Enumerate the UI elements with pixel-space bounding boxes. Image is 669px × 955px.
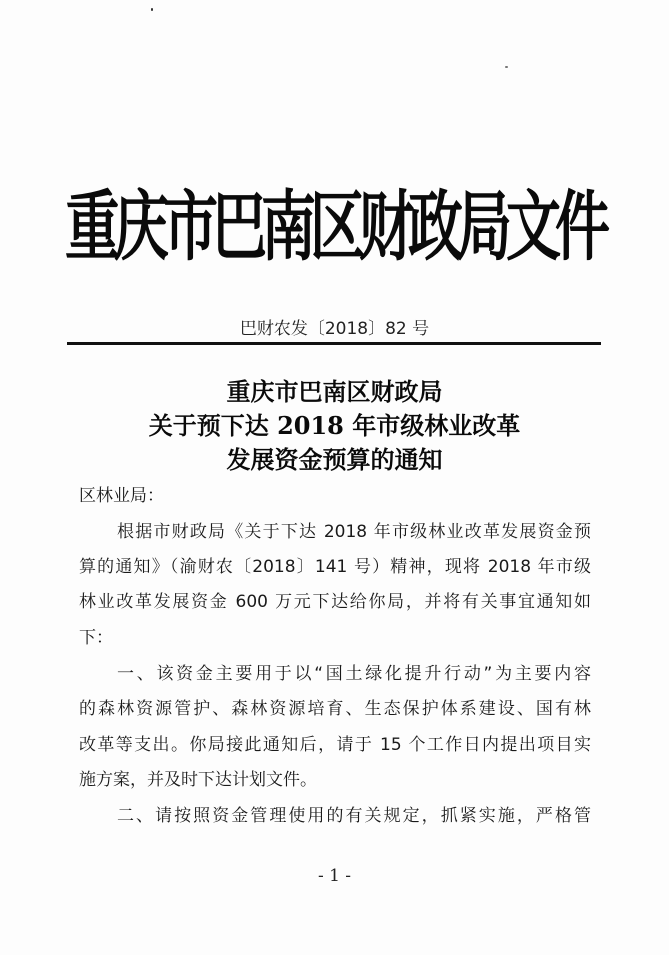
body-line: 根据市财政局《关于下达 2018 年市级林业改革发展资金预 [117, 522, 591, 542]
notice-title-line-2: 关于预下达 2018 年市级林业改革 [148, 411, 521, 440]
document-number: 巴财农发〔2018〕82 号 [239, 319, 430, 339]
notice-title-line-1: 重庆市巴南区财政局 [226, 377, 443, 406]
body-line: 的森林资源管护、森林资源培育、生态保护体系建设、国有林 [79, 699, 591, 719]
body-line: 二、请按照资金管理使用的有关规定，抓紧实施，严格管 [117, 806, 591, 826]
scan-speck [505, 66, 508, 68]
body-line: 算的通知》（渝财农〔2018〕141 号）精神，现将 2018 年市级 [79, 557, 591, 577]
body-line: 一、该资金主要用于以“国土绿化提升行动”为主要内容 [117, 664, 591, 684]
body-line: 施方案，并及时下达计划文件。 [79, 770, 317, 790]
header-divider-line [67, 342, 601, 345]
body-line: 改革等支出。你局接此通知后，请于 15 个工作日内提出项目实 [79, 735, 591, 755]
page-number: - 1 - [317, 866, 352, 886]
scan-speck [151, 8, 153, 11]
addressee: 区林业局： [79, 486, 164, 506]
body-line: 林业改革发展资金 600 万元下达给你局，并将有关事宜通知如 [79, 592, 591, 612]
body-line: 下： [79, 628, 113, 648]
notice-title-line-3: 发展资金预算的通知 [226, 445, 443, 474]
issuer-header-title: 重庆市巴南区财政局文件 [64, 182, 604, 272]
